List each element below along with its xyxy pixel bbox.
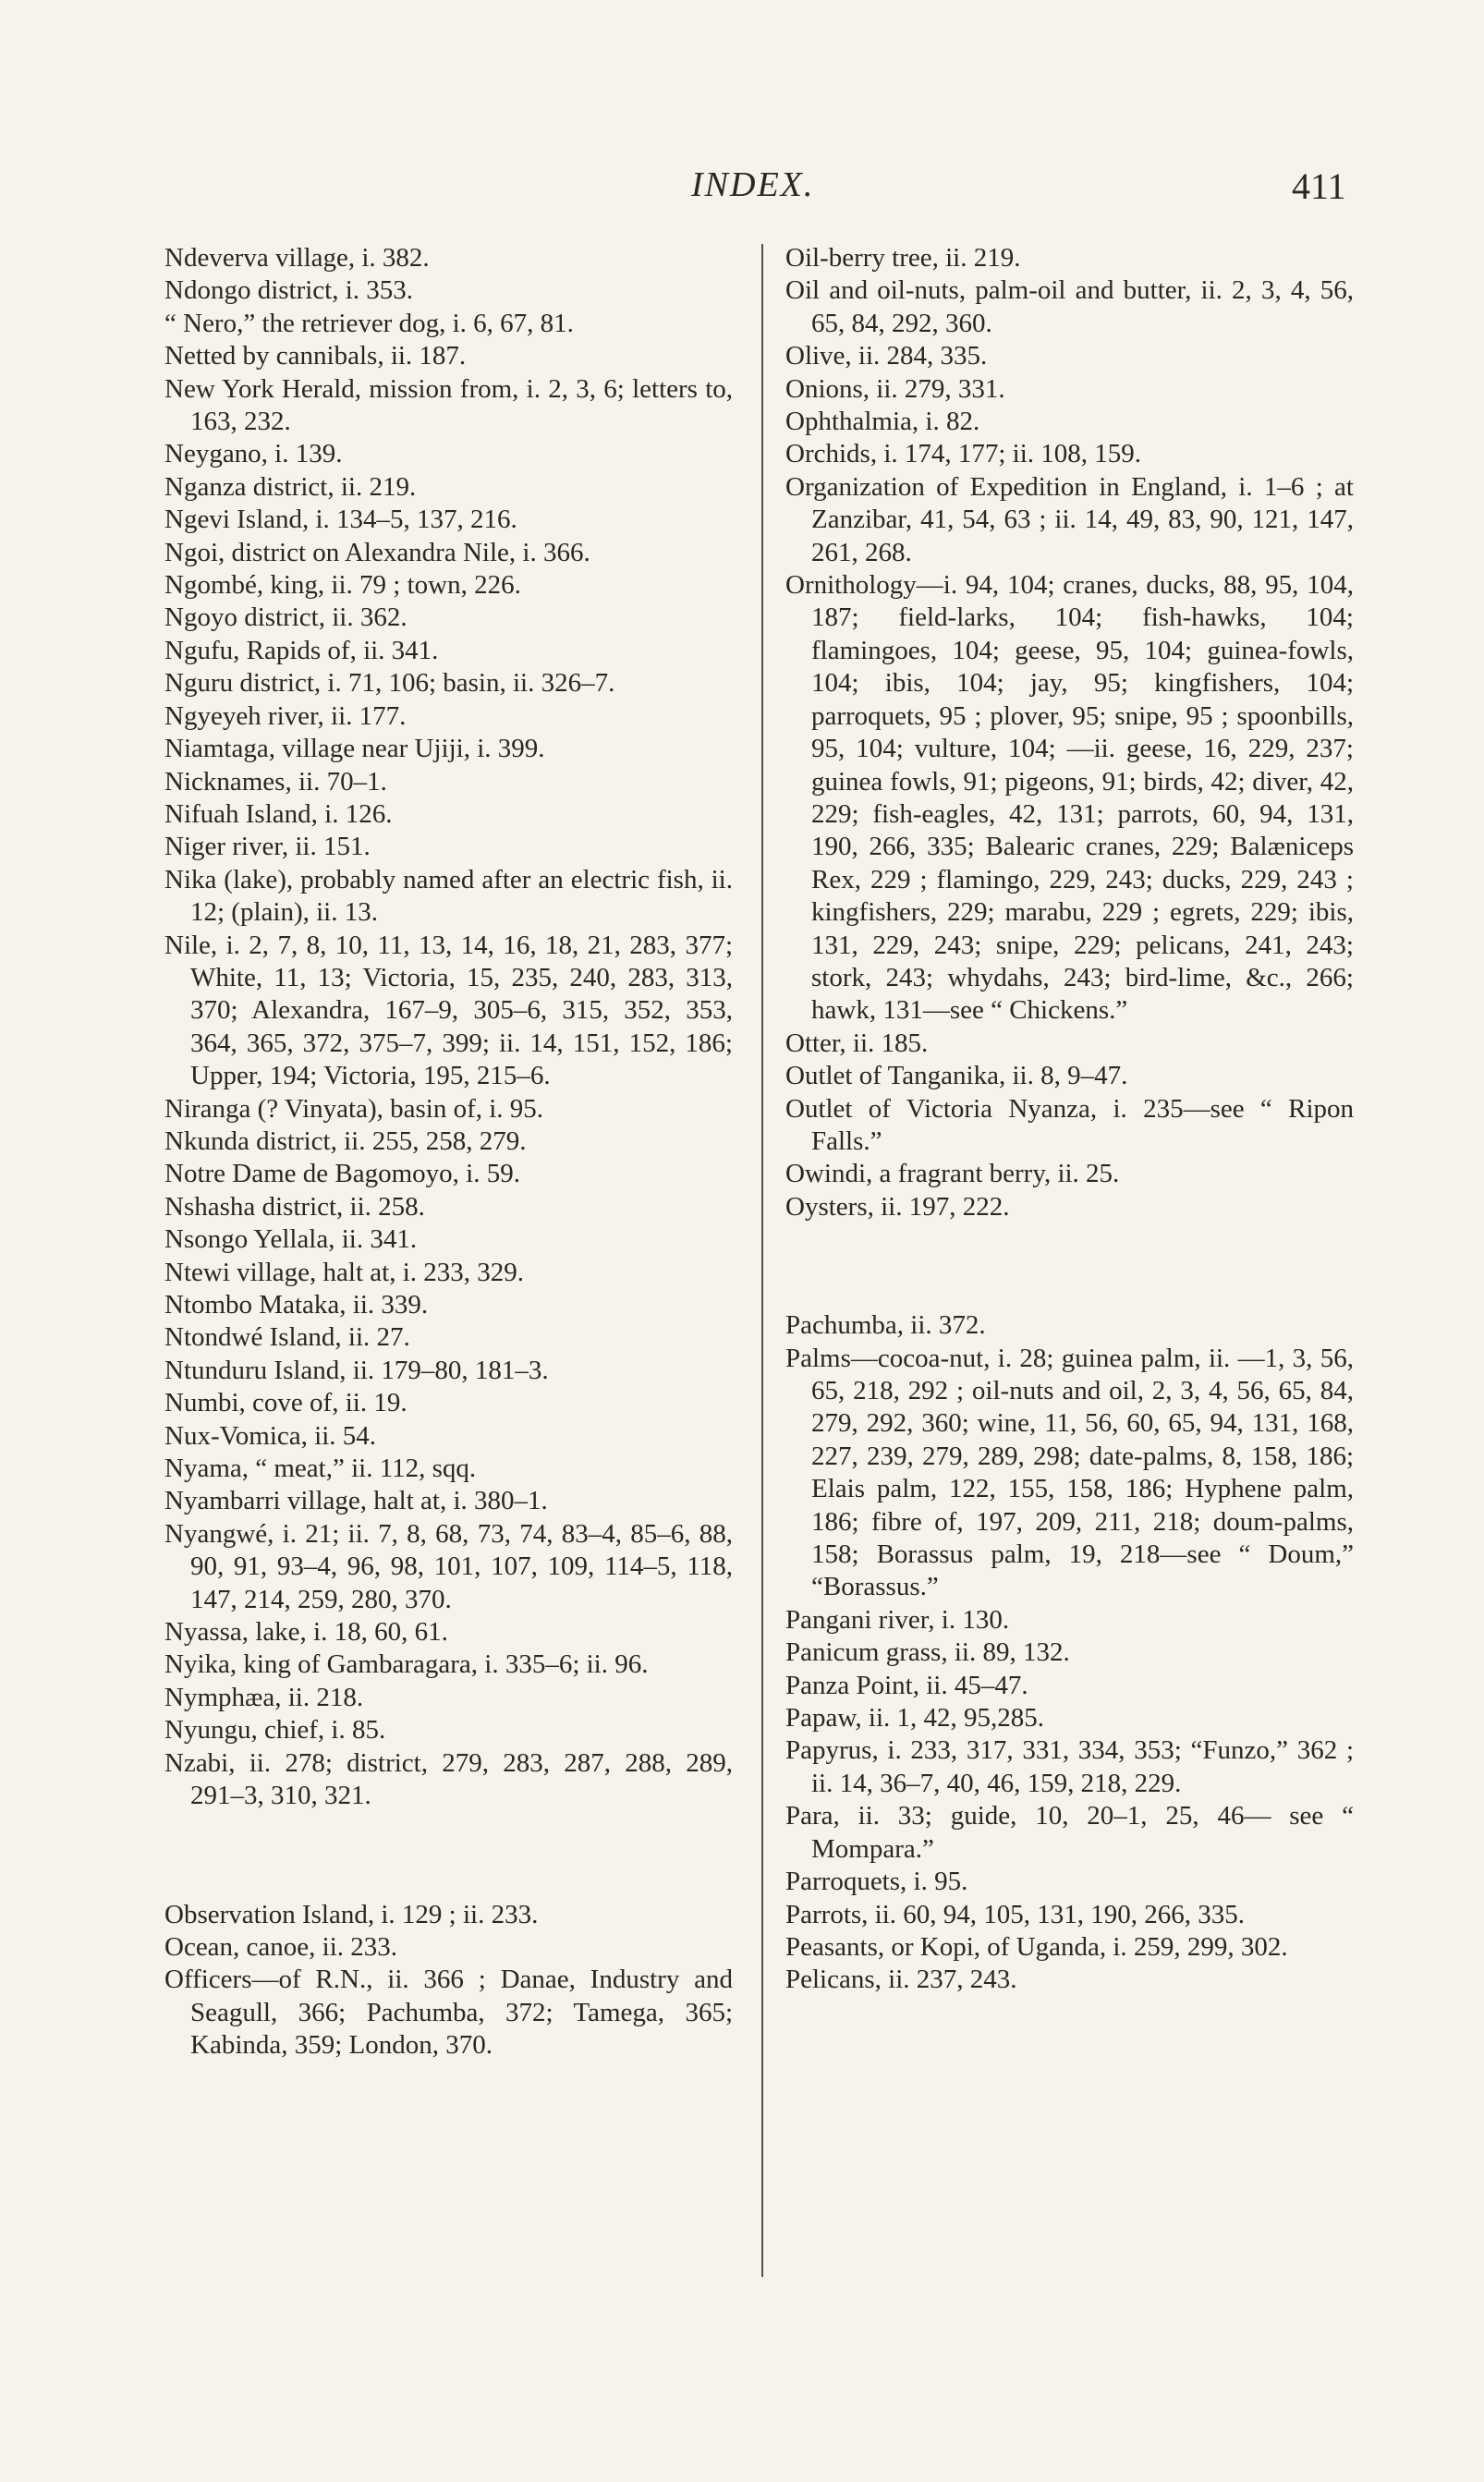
index-entry: Oysters, ii. 197, 222. <box>785 1191 1010 1222</box>
index-entry: Numbi, cove of, ii. 19. <box>164 1388 407 1418</box>
index-entry: Nkunda district, ii. 255, 258, 279. <box>164 1125 527 1156</box>
index-entry: Nyangwé, i. 21; ii. 7, 8, 68, 73, 74, 83–4, 85–6, 88, 90, 91, 93–4, 96, 98, 101, 107, 109, 114–5, 118, 147, 214, 259, 280, 370. <box>164 1518 733 1614</box>
index-entry: New York Herald, mission from, i. 2, 3, 6; letters to, 163, 232. <box>164 373 733 437</box>
index-entry: Nyassa, lake, i. 18, 60, 61. <box>164 1617 448 1648</box>
index-entry: Pachumba, ii. 372. <box>785 1310 986 1341</box>
index-entry: Ornithology—i. 94, 104; cranes, ducks, 88, 95, 104, 187; field-larks, 104; fish-hawks, 104; flamingoes, 104; geese, 95, 104; guinea-fowls, 104; ibis, 104; jay, 95; kingfishers, 104; parroquets, 95 ; plover, 95; snipe, 95 ; spoonbills, 95, 104; vulture, 104; —ii. geese, 16, 229, 237; guinea fowls, 91; pigeons, 91; birds, 42; diver, 42, 229; fish-eagles, 42, 131; parrots, 60, 94, 131, 190, 266, 335; Balearic cranes, 229; Balæniceps Rex, 229 ; flamingo, 229, 243; ducks, 229, 243 ; kingfishers, 229; marabu, 229 ; egrets, 229; ibis, 131, 229, 243; snipe, 229; pelicans, 241, 243; stork, 243; whydahs, 243; bird-lime, &c., 266; hawk, 131—see “ Chickens.” <box>785 570 1354 1026</box>
index-entry: Ntewi village, halt at, i. 233, 329. <box>164 1257 525 1287</box>
index-entry: Netted by cannibals, ii. 187. <box>164 341 467 371</box>
index-entry: Owindi, a fragrant berry, ii. 25. <box>785 1159 1120 1189</box>
index-entry: Nguru district, i. 71, 106; basin, ii. 326–7. <box>164 668 615 699</box>
index-entry: Niranga (? Vinyata), basin of, i. 95. <box>164 1093 544 1124</box>
index-entry: Neygano, i. 139. <box>164 439 343 469</box>
index-entry: Ngoi, district on Alexandra Nile, i. 366. <box>164 537 590 567</box>
index-entry: Ntombo Mataka, ii. 339. <box>164 1290 429 1320</box>
index-entry: Onions, ii. 279, 331. <box>785 373 1005 404</box>
index-columns <box>164 242 1356 2367</box>
index-entry: Palms—cocoa-nut, i. 28; guinea palm, ii. —1, 3, 56, 65, 218, 292 ; oil-nuts and oil, 2, 3, 4, 56, 65, 84, 279, 292, 360; wine, 11, 56, 60, 65, 94, 131, 168, 227, 239, 279, 289, 298; date-palms, 8, 158, 186; Elais palm, 122, 155, 158, 186; Hyphene palm, 186; fibre of, 197, 209, 211, 218; doum-palms, 158; Borassus palm, 19, 218—see “ Doum,” “Borassus.” <box>785 1343 1354 1602</box>
index-entry: Nymphæa, ii. 218. <box>164 1682 364 1712</box>
index-entry: Otter, ii. 185. <box>785 1028 929 1058</box>
index-entry: Ocean, canoe, ii. 233. <box>164 1931 398 1962</box>
index-entry: Nsongo Yellala, ii. 341. <box>164 1224 418 1255</box>
index-entry: Oil-berry tree, ii. 219. <box>785 243 1021 273</box>
section-gap <box>785 1250 1354 1283</box>
left-column <box>164 242 733 2062</box>
index-entry: Ngyeyeh river, ii. 177. <box>164 700 407 731</box>
index-entry: Ngufu, Rapids of, ii. 341. <box>164 635 439 665</box>
index-entry: Nganza district, ii. 219. <box>164 471 417 502</box>
index-entry: Panza Point, ii. 45–47. <box>785 1670 1028 1700</box>
index-entry: Pelicans, ii. 237, 243. <box>785 1965 1017 1995</box>
index-entry: Nyungu, chief, i. 85. <box>164 1715 386 1746</box>
section-gap <box>164 1840 733 1872</box>
index-entry: Ndongo district, i. 353. <box>164 275 414 306</box>
index-entry: Nyambarri village, halt at, i. 380–1. <box>164 1486 548 1516</box>
index-entry: Ngombé, king, ii. 79 ; town, 226. <box>164 570 521 601</box>
index-entry: Notre Dame de Bagomoyo, i. 59. <box>164 1159 520 1189</box>
index-entry: Olive, ii. 284, 335. <box>785 341 988 371</box>
index-entry: Ntondwé Island, ii. 27. <box>164 1322 410 1353</box>
index-entry: “ Nero,” the retriever dog, i. 6, 67, 81. <box>164 308 574 338</box>
running-head: INDEX. <box>691 165 815 204</box>
index-entry: Nyika, king of Gambaragara, i. 335–6; ii. 96. <box>164 1649 649 1680</box>
index-entry: Outlet of Victoria Nyanza, i. 235—see “ Ripon Falls.” <box>785 1093 1354 1156</box>
column-divider <box>761 244 763 2277</box>
index-entry: Ntunduru Island, ii. 179–80, 181–3. <box>164 1355 549 1385</box>
index-entry: Ngoyo district, ii. 362. <box>164 602 407 633</box>
index-entry: Niamtaga, village near Ujiji, i. 399. <box>164 734 545 764</box>
index-entry: Oil and oil-nuts, palm-oil and butter, ii. 2, 3, 4, 56, 65, 84, 292, 360. <box>785 275 1354 338</box>
index-entry: Officers—of R.N., ii. 366 ; Danae, Industry and Seagull, 366; Pachumba, 372; Tamega, 365; Kabinda, 359; London, 370. <box>164 1965 733 2061</box>
index-entry: Nshasha district, ii. 258. <box>164 1191 425 1222</box>
index-entry: Observation Island, i. 129 ; ii. 233. <box>164 1899 539 1929</box>
index-entry: Niger river, ii. 151. <box>164 832 371 862</box>
index-entry: Nux-Vomica, ii. 54. <box>164 1420 377 1451</box>
page-number: 411 <box>1292 165 1346 207</box>
index-entry: Parroquets, i. 95. <box>785 1867 968 1897</box>
index-entry: Nika (lake), probably named after an electric fish, ii. 12; (plain), ii. 13. <box>164 864 733 928</box>
index-entry: Ophthalmia, i. 82. <box>785 407 980 437</box>
index-entry: Nyama, “ meat,” ii. 112, sqq. <box>164 1454 477 1484</box>
index-entry: Parrots, ii. 60, 94, 105, 131, 190, 266, 335. <box>785 1899 1246 1929</box>
index-entry: Papaw, ii. 1, 42, 95,285. <box>785 1703 1045 1734</box>
index-entry: Nicknames, ii. 70–1. <box>164 766 387 797</box>
index-entry: Ngevi Island, i. 134–5, 137, 216. <box>164 505 517 535</box>
index-entry: Nzabi, ii. 278; district, 279, 283, 287, 288, 289, 291–3, 310, 321. <box>164 1747 733 1811</box>
index-entry: Peasants, or Kopi, of Uganda, i. 259, 299, 302. <box>785 1931 1288 1962</box>
index-entry: Papyrus, i. 233, 317, 331, 334, 353; “Funzo,” 362 ; ii. 14, 36–7, 40, 46, 159, 218, 229. <box>785 1735 1354 1798</box>
page-header <box>0 164 1484 220</box>
index-entry: Nifuah Island, i. 126. <box>164 798 393 829</box>
index-entry: Organization of Expedition in England, i. 1–6 ; at Zanzibar, 41, 54, 63 ; ii. 14, 49, 83, 90, 121, 147, 261, 268. <box>785 471 1354 567</box>
index-entry: Orchids, i. 174, 177; ii. 108, 159. <box>785 439 1142 469</box>
index-entry: Ndeverva village, i. 382. <box>164 243 430 273</box>
index-entry: Pangani river, i. 130. <box>785 1604 1010 1635</box>
right-column <box>785 242 1354 1997</box>
index-entry: Panicum grass, ii. 89, 132. <box>785 1637 1070 1668</box>
index-entry: Nile, i. 2, 7, 8, 10, 11, 13, 14, 16, 18, 21, 283, 377; White, 11, 13; Victoria, 15, 235, 240, 283, 313, 370; Alexandra, 167–9, 305–6, 315, 352, 353, 364, 365, 372, 375–7, 399; ii. 14, 151, 152, 186; Upper, 194; Victoria, 195, 215–6. <box>164 930 733 1091</box>
index-entry: Outlet of Tanganika, ii. 8, 9–47. <box>785 1061 1128 1091</box>
index-entry: Para, ii. 33; guide, 10, 20–1, 25, 46— see “ Mompara.” <box>785 1801 1354 1864</box>
